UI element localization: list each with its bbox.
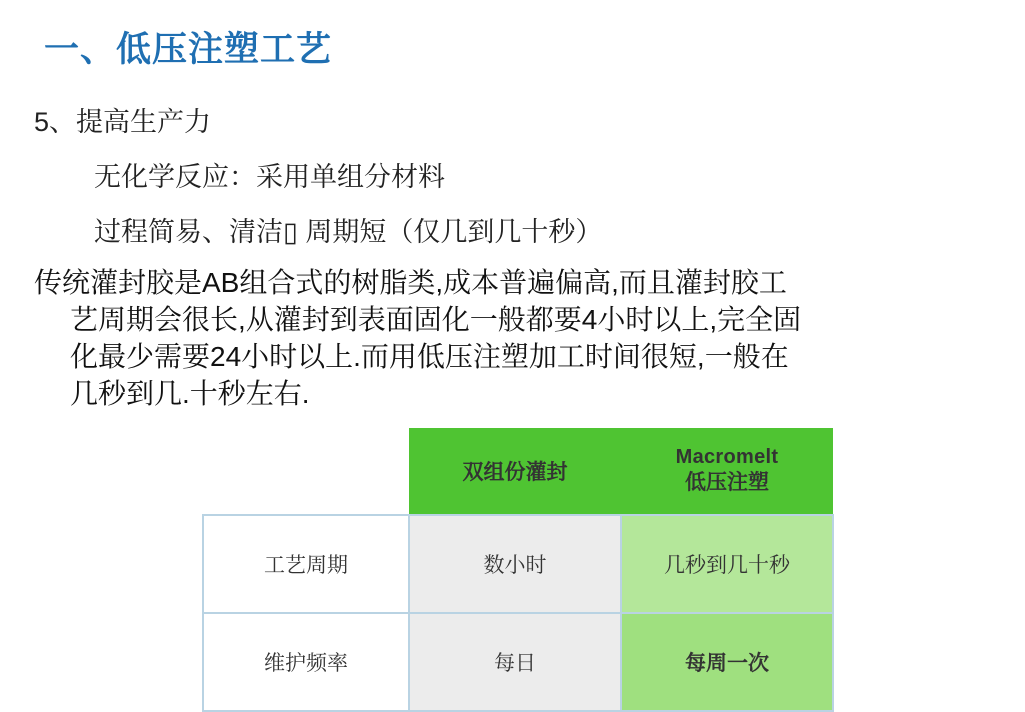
cell-process-cycle-potting: 数小时 [409, 515, 621, 613]
table-row [203, 613, 833, 711]
table-header-macromelt-cn: 低压注塑 [685, 471, 769, 495]
cell-process-cycle-macromelt: 几秒到几十秒 [621, 515, 833, 613]
section-number-line: 5、提高生产力 [34, 107, 212, 137]
paragraph-comparison [32, 265, 992, 413]
cell-maintenance-macromelt: 每周一次 [621, 613, 833, 711]
table-header-macromelt [621, 428, 833, 515]
page-title: 一、低压注塑工艺 [44, 30, 333, 69]
content-body [32, 100, 992, 413]
paragraph-line-3: 化最少需要24小时以上.而用低压注塑加工时间很短,一般在 [70, 340, 789, 372]
paragraph-line-1: 传统灌封胶是AB组合式的树脂类,成本普遍偏高,而且灌封胶工 [34, 267, 787, 298]
bullet-simple-process: 过程简易、清洁▯ 周期短（仅几到几十秒） [94, 217, 603, 247]
cell-maintenance-potting: 每日 [409, 613, 621, 711]
comparison-table-wrapper [202, 428, 834, 712]
table-row [203, 515, 833, 613]
comparison-table [202, 428, 834, 712]
table-header-corner [203, 428, 409, 515]
table-header-macromelt-en: Macromelt [675, 446, 779, 469]
row-label-maintenance-frequency: 维护频率 [203, 613, 409, 711]
table-header-row [203, 428, 833, 515]
table-header-two-component-potting: 双组份灌封 [409, 428, 621, 515]
row-label-process-cycle: 工艺周期 [203, 515, 409, 613]
paragraph-line-4: 几秒到几.十秒左右. [70, 377, 310, 409]
paragraph-line-2: 艺周期会很长,从灌封到表面固化一般都要4小时以上,完全固 [70, 303, 802, 335]
bullet-no-chemical-reaction: 无化学反应：采用单组分材料 [94, 162, 445, 192]
